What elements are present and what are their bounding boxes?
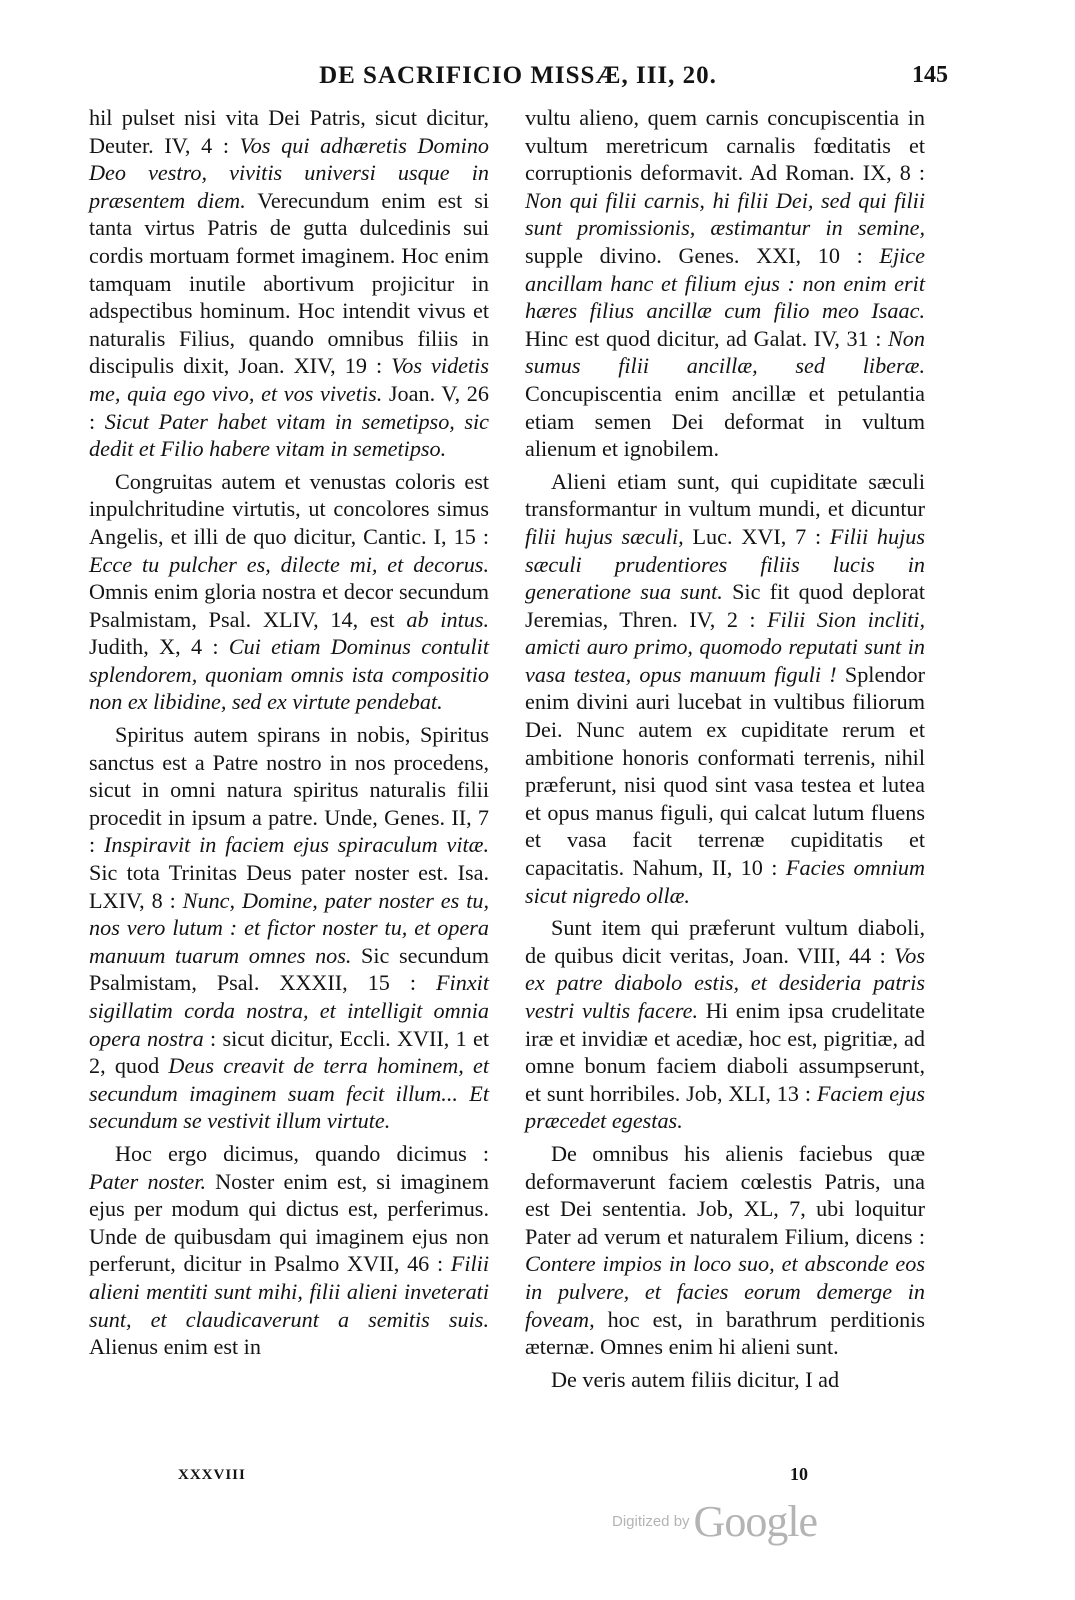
text-run: Hi enim ipsa crudelitate iræ et invidiæ et acediæ, hoc est, pigritiæ, ad omne bonum faciem diaboli assumpserunt, et sunt horribiles. Job, XLI, 13 : [525, 998, 925, 1106]
left-column [89, 104, 489, 1361]
text-run: Sic secundum Psalmistam, Psal. XXXII, 15 : [89, 942, 489, 996]
text-run: Luc. XVI, 7 : [683, 523, 830, 549]
paragraph [525, 1140, 925, 1361]
text-run: hil pulset nisi vita Dei Patris, sicut dicitur, Deuter. IV, 4 : [89, 105, 489, 158]
italic-quotation: Vos qui adhæretis Domino Deo vestro, vivitis universi usque in præsentem diem. [89, 132, 490, 213]
text-run: De veris autem filiis dicitur, I ad [551, 1366, 840, 1392]
text-run: Alieni etiam sunt, qui cupiditate sæculi transformantur in vultum mundi, et dicuntur [525, 468, 925, 522]
paragraph [89, 721, 489, 1135]
text-run: Splendor enim divini auri lucebat in vultibus filiorum Dei. Nunc autem ex cupiditate rerum et ambitione honoris conformati terrenis, nihil præferunt, nisi quod sint vasa testea et lutea et opus manus figuli, qui calcat lutum fluens et vasa facit terrenæ cupiditatis et capacitatis. Nahum, II, 10 : [525, 661, 925, 881]
watermark-prefix: Digitized by [612, 1513, 690, 1530]
text-run: Concupiscentia enim ancillæ et petulantia etiam semen Dei deformat in vultum alienum et ignobilem. [525, 380, 925, 462]
italic-quotation: Filii Sion incliti, amicti auro primo, quomodo reputati sunt in vasa testea, opus manuum figuli ! [525, 606, 925, 687]
italic-quotation: Vos videtis me, quia ego vivo, et vos vivetis. [89, 353, 489, 406]
text-run: Verecundum enim est si tanta virtus Patris de gutta dulcedinis sui cordis mortuam formet imaginem. Hoc enim tamquam inutile abortivum projicitur in adspectibus hominum. Hoc intendit vivus et naturalis Filius, quando omnibus filiis in discipulis dixit, Joan. XIV, 19 : [89, 187, 489, 379]
italic-quotation: Facies omnium sicut nigredo ollæ. [525, 855, 925, 908]
text-run: Noster enim est, si imaginem ejus per modum qui dictus est, perferimus. Unde de quibusdam qui imaginem ejus non perferunt, dicitur in Psalmo XVII, 46 : [89, 1168, 489, 1277]
paragraph [525, 104, 925, 463]
text-run: Hoc ergo dicimus, quando dicimus : [115, 1140, 489, 1166]
italic-quotation: Cui etiam Dominus contulit splendorem, quoniam omnis ista compositio non ex libidine, sed ex virtute pendebat. [89, 634, 489, 715]
italic-quotation: Non sumus filii ancillæ, sed liberæ. [525, 325, 925, 379]
italic-quotation: Sicut Pater habet vitam in semetipso, sic dedit et Filio habere vitam in semetipso. [89, 408, 489, 462]
text-run: Alienus enim est in [89, 1334, 261, 1360]
italic-quotation: Pater noster. [89, 1168, 206, 1194]
italic-quotation: Filii alieni mentiti sunt mihi, filii alieni inveterati sunt, et claudicaverunt a semitis suis. [89, 1251, 489, 1332]
paragraph [525, 468, 925, 910]
paragraph [89, 468, 489, 716]
text-run: Sic tota Trinitas Deus pater noster est. Isa. LXIV, 8 : [89, 860, 489, 913]
text-run: hoc est, in barathrum perditionis æternæ. Omnes enim hi alieni sunt. [525, 1306, 925, 1360]
italic-quotation: Nunc, Domine, pater noster es tu, nos vero lutum : et fictor noster tu, et opera manuum tuarum omnes nos. [89, 887, 489, 968]
right-column [525, 104, 925, 1393]
text-run: Sic fit quod deplorat Jeremias, Thren. IV, 2 : [525, 579, 925, 632]
italic-quotation: Finxit sigillatim corda nostra, et intelligit omnia opera nostra [89, 970, 489, 1051]
italic-quotation: filii hujus sæculi, [525, 523, 684, 549]
page-header [88, 58, 948, 98]
text-run: De omnibus his alienis faciebus quæ deformaverunt faciem cœlestis Patris, una est Dei sententia. Job, XL, 7, ubi loquitur Pater ad verum et naturalem Filium, dicens : [525, 1140, 925, 1249]
italic-quotation: ab intus. [406, 606, 490, 632]
paragraph [89, 1140, 489, 1361]
italic-quotation: Ejice ancillam hanc et filium ejus : non enim erit hæres filius ancillæ cum filio meo Isaac. [525, 242, 925, 324]
text-run: Sunt item qui præferunt vultum diaboli, de quibus dicit veritas, Joan. VIII, 44 : [525, 915, 925, 968]
gathering-number: 10 [790, 1464, 808, 1484]
text-run: Judith, X, 4 : [89, 634, 229, 660]
page-number: 145 [912, 62, 948, 88]
paragraph [525, 914, 925, 1135]
italic-quotation: Inspiravit in faciem ejus spiraculum vitæ. [104, 832, 489, 858]
google-logo: Google [693, 1497, 818, 1546]
italic-quotation: Contere impios in loco suo, et absconde eos in pulvere, et facies eorum demerge in foveam, [525, 1251, 925, 1332]
running-head: DE SACRIFICIO MISSÆ, III, 20. [319, 62, 717, 89]
text-run: Congruitas autem et venustas coloris est inpulchritudine virtutis, ut concolores simus Angelis, et illi de quo dicitur, Cantic. I, 15 : [89, 468, 489, 549]
paragraph [89, 104, 489, 463]
signature-mark: XXXVIII [178, 1467, 246, 1483]
text-run: : sicut dicitur, Eccli. XVII, 1 et 2, quod [89, 1025, 489, 1079]
text-run: vultu alieno, quem carnis concupiscentia in vultum meretricum carnalis fœditatis et corruptionis deformavit. Ad Roman. IX, 8 : [525, 105, 925, 186]
text-run: Hinc est quod dicitur, ad Galat. IV, 31 : [525, 325, 888, 351]
italic-quotation: Faciem ejus præcedet egestas. [525, 1080, 925, 1134]
text-run: Joan. V, 26 : [89, 380, 489, 434]
italic-quotation: Deus creavit de terra hominem, et secundum imaginem suam fecit illum... Et secundum se vestivit illum virtute. [89, 1053, 490, 1134]
italic-quotation: Filii hujus sæculi prudentiores filiis lucis in generatione sua sunt. [525, 523, 925, 605]
paragraph [525, 1366, 925, 1394]
text-run: Omnis enim gloria nostra et decor secundum Psalmistam, Psal. XLIV, 14, est [89, 579, 489, 632]
italic-quotation: Ecce tu pulcher es, dilecte mi, et decorus. [89, 551, 489, 577]
text-run: Spiritus autem spirans in nobis, Spiritus sanctus est a Patre nostro in nos procedens, sicut in omni natura spiritus naturalis filii procedit in ipsum a patre. Unde, Genes. II, 7 : [89, 722, 489, 858]
digitized-watermark [612, 1496, 817, 1547]
text-run: supple divino. Genes. XXI, 10 : [525, 242, 880, 268]
italic-quotation: Vos ex patre diabolo estis, et desideria patris vestri vultis facere. [525, 942, 925, 1023]
italic-quotation: Non qui filii carnis, hi filii Dei, sed qui filii sunt promissionis, æstimantur in semine, [525, 187, 925, 241]
